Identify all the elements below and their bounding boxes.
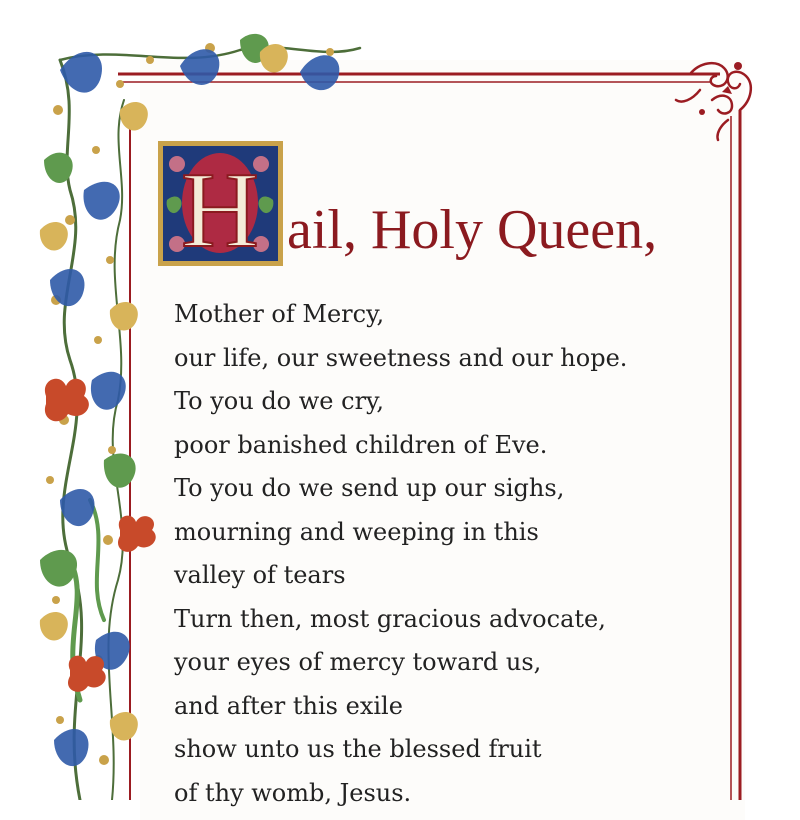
prayer-line: your eyes of mercy toward us, <box>174 648 542 676</box>
prayer-title <box>157 140 717 275</box>
title-text: ail, Holy Queen, <box>287 199 658 261</box>
illuminated-initial <box>157 140 284 267</box>
prayer-line: of thy womb, Jesus. <box>174 778 412 807</box>
prayer-line: poor banished children of Eve. <box>174 430 548 459</box>
prayer-line: show unto us the blessed fruit <box>174 735 542 763</box>
prayer-line: To you do we cry, <box>174 387 385 415</box>
initial-letter: H <box>181 151 259 267</box>
prayer-line: and after this exile <box>174 691 403 720</box>
prayer-line: our life, our sweetness and our hope. <box>174 343 628 372</box>
prayer-line: valley of tears <box>174 561 346 589</box>
prayer-line: Turn then, most gracious advocate, <box>174 604 606 633</box>
prayer-line: mourning and weeping in this <box>174 517 539 546</box>
prayer-line: Mother of Mercy, <box>174 300 385 328</box>
prayer-body <box>174 296 714 818</box>
prayer-line: To you do we send up our sighs, <box>174 474 565 502</box>
